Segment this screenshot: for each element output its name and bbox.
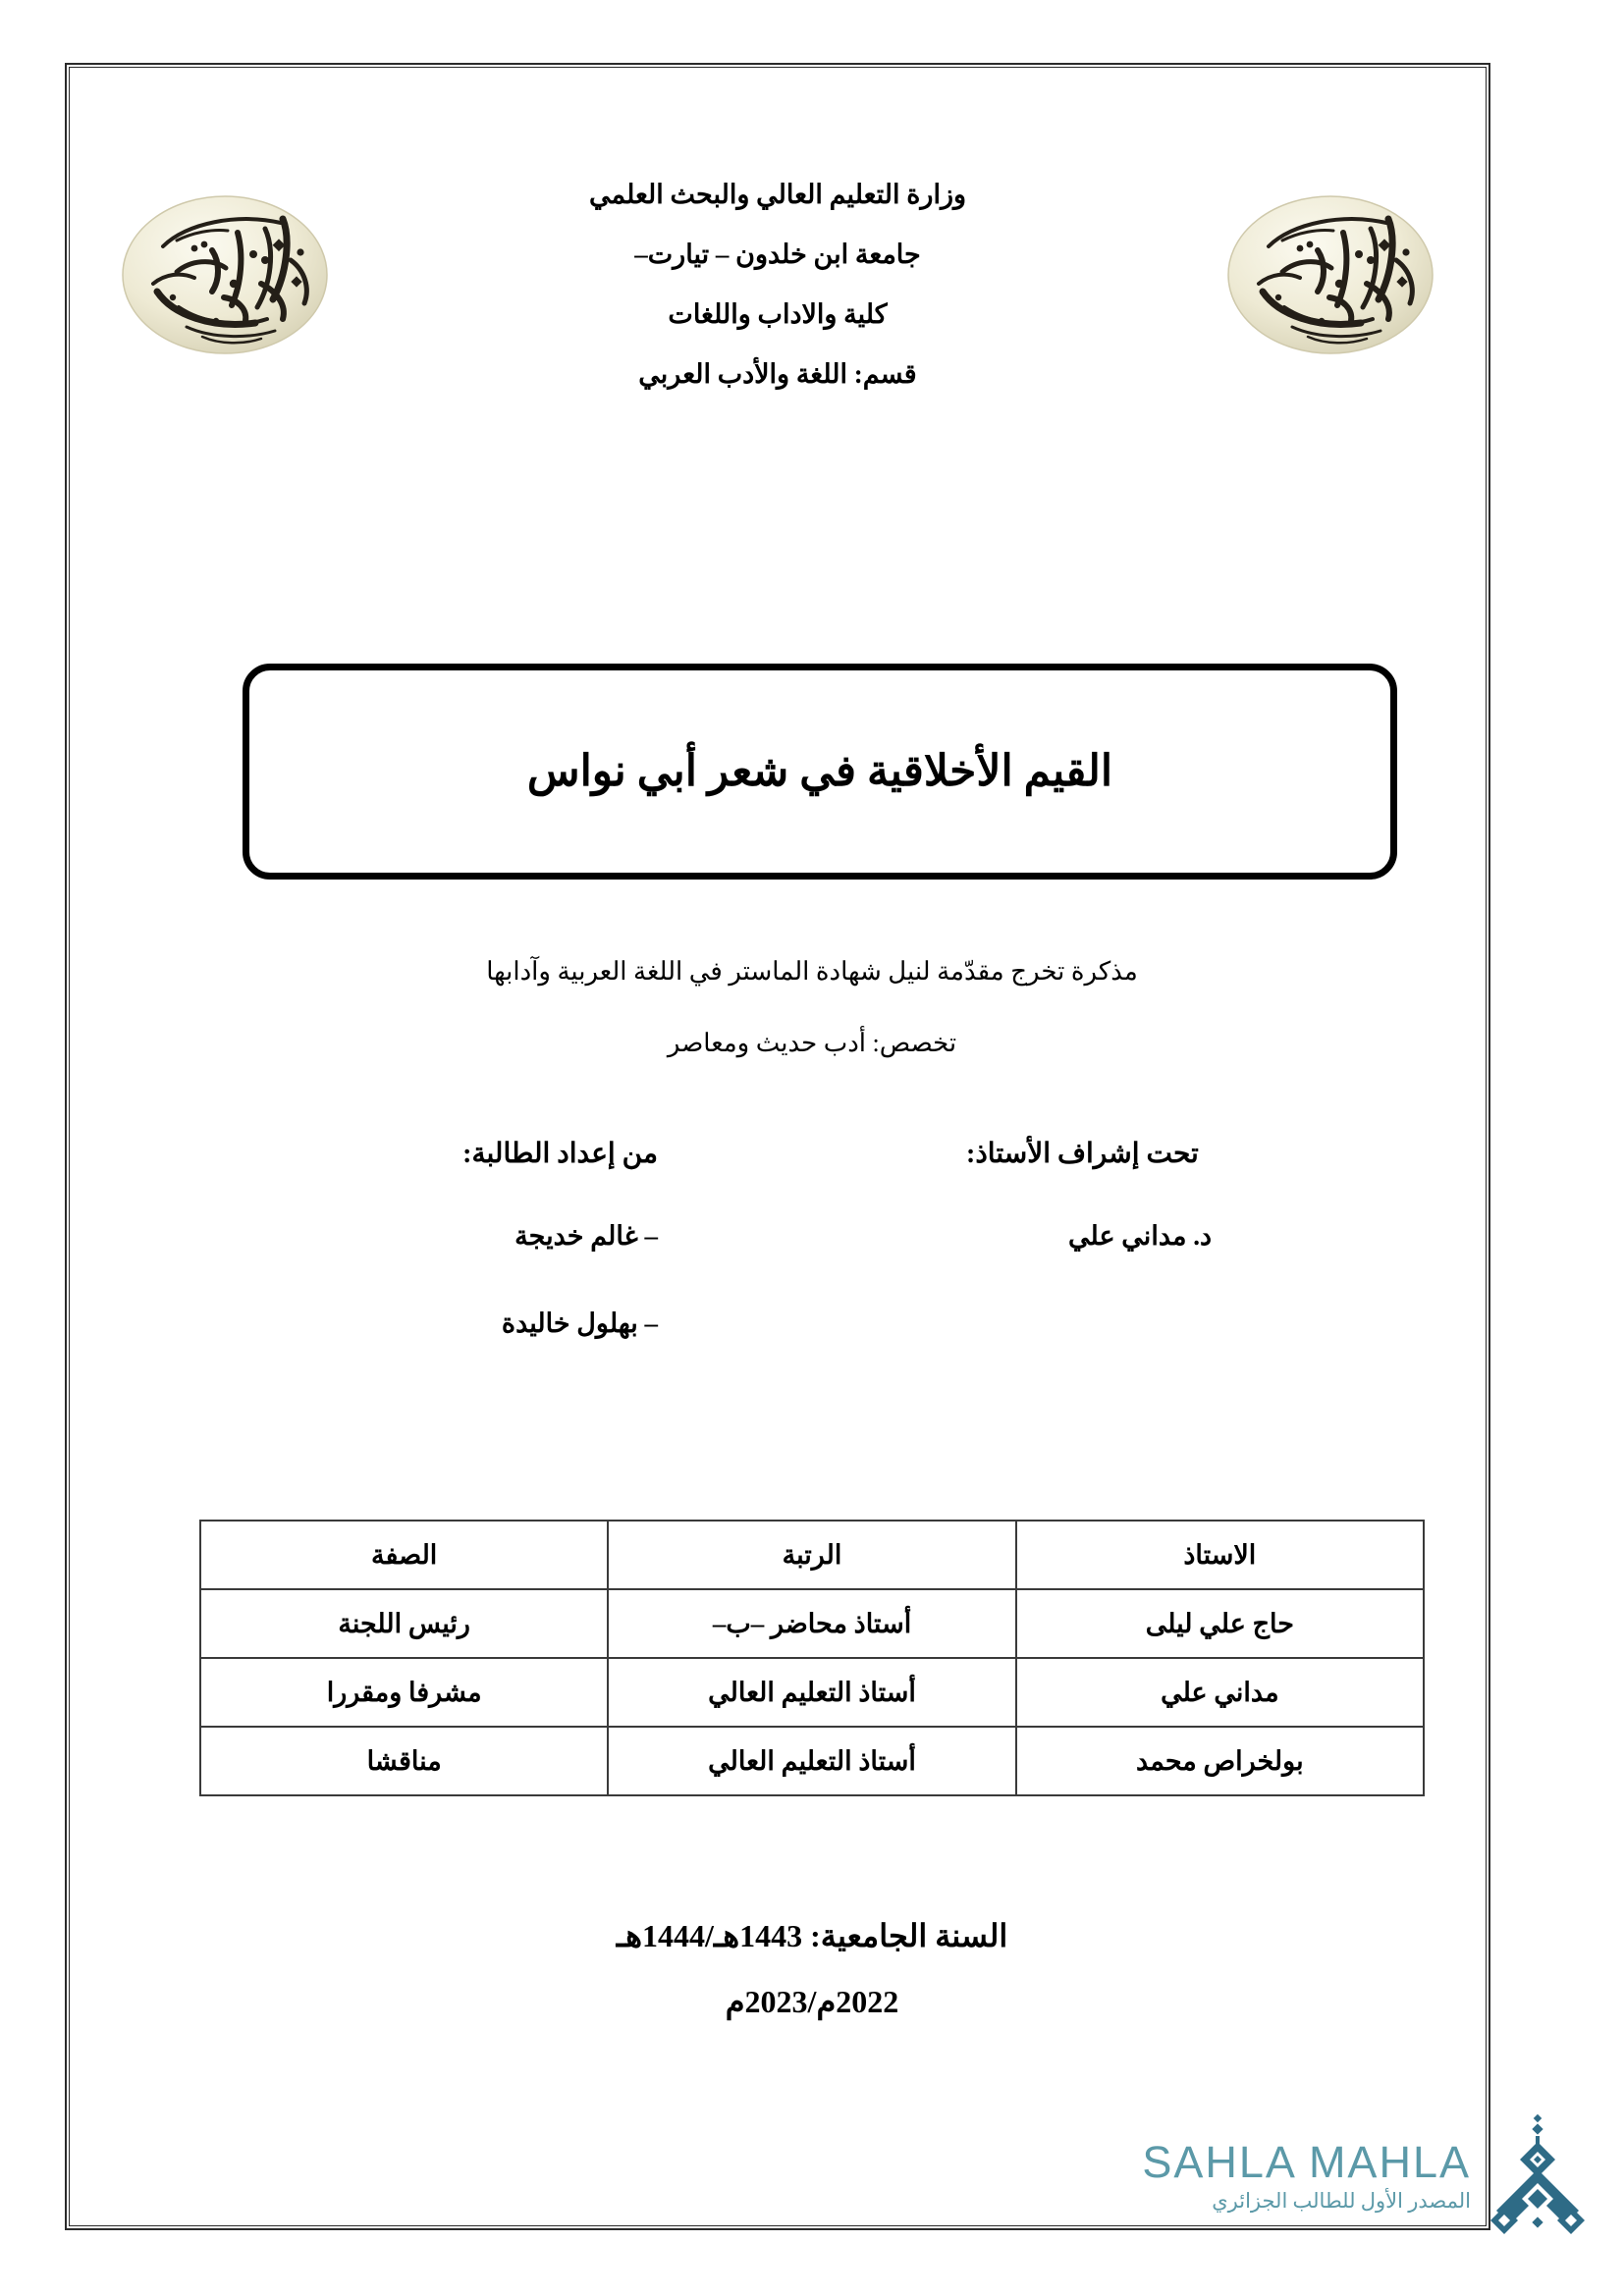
brand-tagline: المصدر الأول للطالب الجزائري — [1212, 2188, 1471, 2213]
hijri-year-line: السنة الجامعية: 1443هـ/1444هـ — [616, 1918, 1008, 1953]
department-line: قسم: اللغة والأدب العربي — [638, 359, 917, 389]
degree-statement: مذكرة تخرج مقدّمة لنيل شهادة الماستر في اللغة العربية وآدابها — [486, 957, 1138, 986]
cell-role: رئيس اللجنة — [200, 1589, 608, 1658]
ministry-line: وزارة التعليم العالي والبحث العلمي — [588, 180, 967, 209]
cell-rank: أستاذ التعليم العالي — [608, 1658, 1015, 1727]
students-block — [206, 1137, 658, 1396]
academic-year-block — [118, 1919, 1506, 2051]
table-row — [200, 1658, 1424, 1727]
thesis-subtitle — [118, 958, 1506, 1100]
column-header-role: الصفة — [200, 1521, 608, 1589]
supervisor-name: د. مداني علي — [1068, 1221, 1212, 1251]
amazigh-diamond-logo-icon — [1485, 2112, 1591, 2242]
table-row — [200, 1727, 1424, 1795]
institution-header-text — [88, 182, 1467, 421]
students-heading: من إعداد الطالبة: — [462, 1139, 658, 1169]
gregorian-year-line: 2022م/2023م — [725, 1984, 899, 2020]
brand-name: SAHLA MAHLA — [1142, 2136, 1471, 2187]
cell-professor: مداني علي — [1016, 1658, 1424, 1727]
cell-rank: أستاذ محاضر –ب– — [608, 1589, 1015, 1658]
page-title: القيم الأخلاقية في شعر أبي نواس — [526, 746, 1113, 795]
jury-table — [199, 1520, 1425, 1796]
specialization-line: تخصص: أدب حديث ومعاصر — [667, 1028, 957, 1057]
table-row — [200, 1589, 1424, 1658]
supervisor-heading: تحت إشراف الأستاذ: — [966, 1139, 1199, 1169]
authors-and-supervisor — [206, 1137, 1418, 1396]
student-name: – بهلول خاليدة — [501, 1308, 658, 1338]
column-header-professor: الاستاذ — [1016, 1521, 1424, 1589]
brand-text-block — [1129, 2136, 1485, 2215]
cell-role: مشرفا ومقررا — [200, 1658, 608, 1727]
cell-professor: بولخراص محمد — [1016, 1727, 1424, 1795]
faculty-line: كلية والاداب واللغات — [668, 299, 888, 329]
university-line: جامعة ابن خلدون – تيارت– — [634, 240, 921, 269]
supervisor-block — [966, 1137, 1418, 1308]
jury-table-wrapper — [199, 1520, 1425, 1796]
column-header-rank: الرتبة — [608, 1521, 1015, 1589]
table-header-row — [200, 1521, 1424, 1589]
cell-professor: حاج علي ليلى — [1016, 1589, 1424, 1658]
thesis-title-box — [243, 664, 1397, 880]
student-name: – غالم خديجة — [514, 1221, 658, 1251]
page-header — [88, 182, 1467, 437]
sahla-mahla-watermark — [1129, 2109, 1591, 2246]
cell-role: مناقشا — [200, 1727, 608, 1795]
cell-rank: أستاذ التعليم العالي — [608, 1727, 1015, 1795]
